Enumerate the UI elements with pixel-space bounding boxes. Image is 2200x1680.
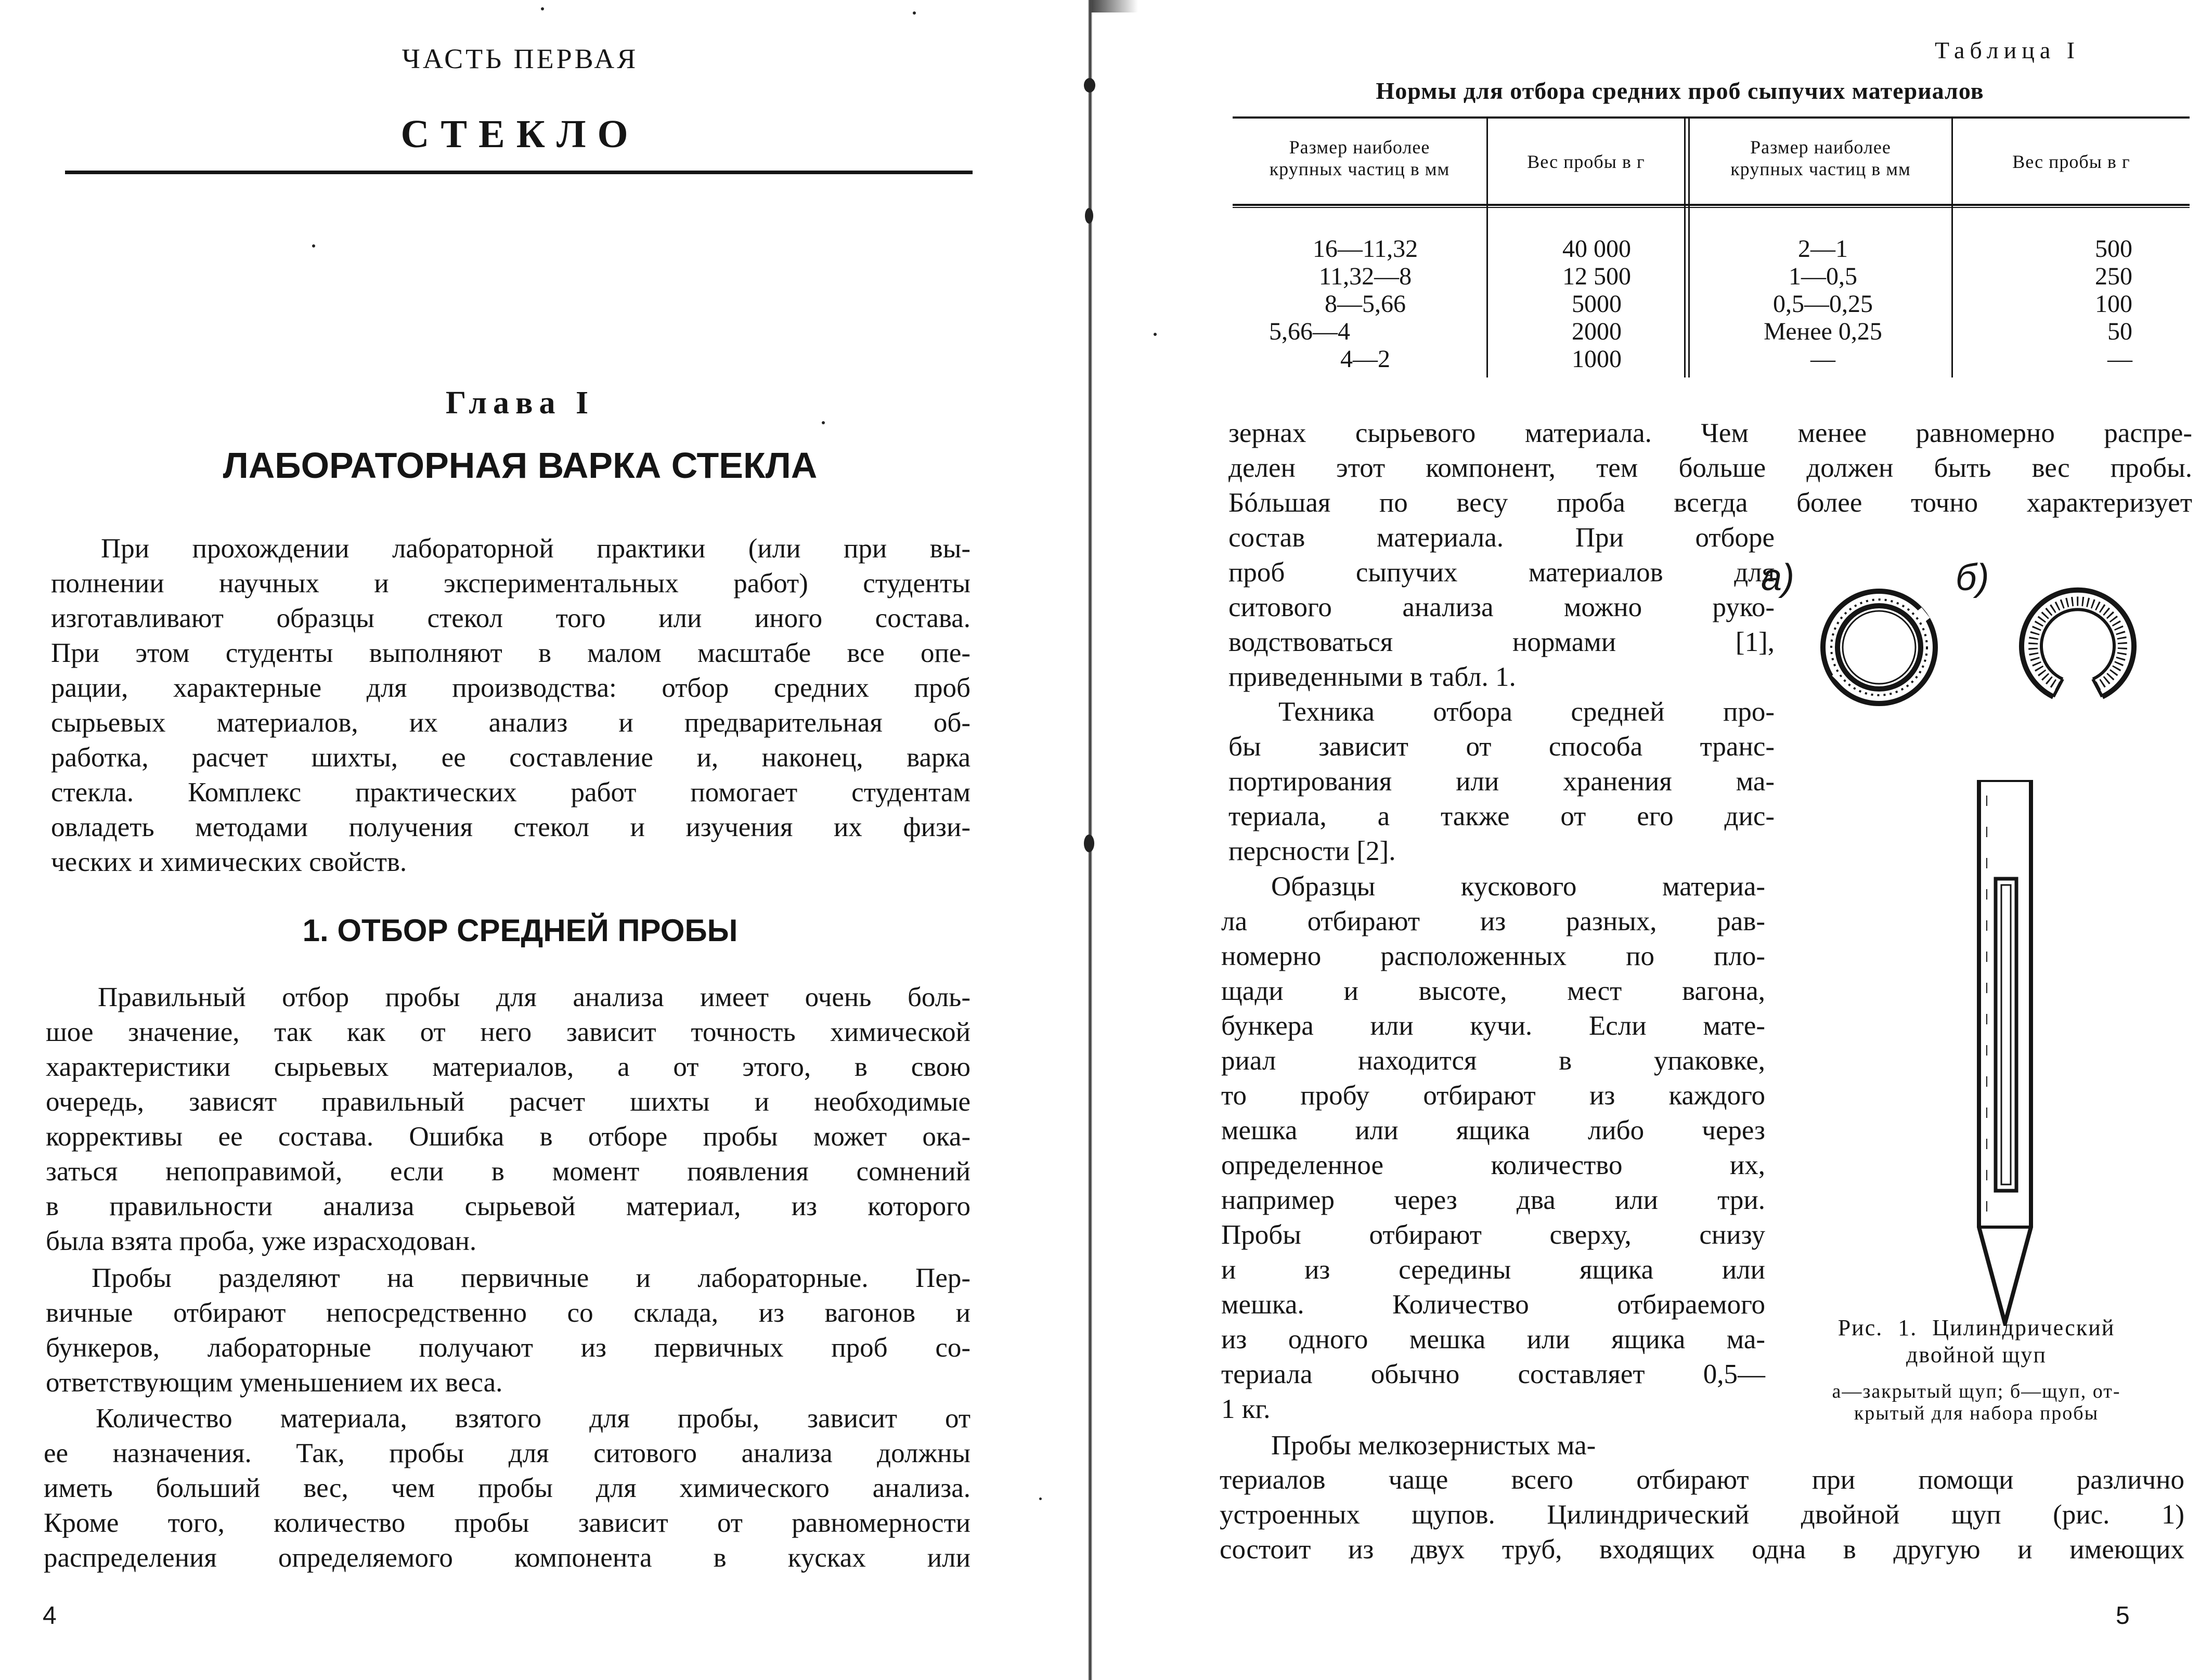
- table-header-weight: [1488, 151, 1684, 173]
- table-header-line: крупных частиц в мм: [1269, 159, 1450, 179]
- text-line: овладеть методами получения стекол и изучения их физи-: [51, 812, 970, 842]
- scan-speck: [541, 7, 544, 10]
- paragraph-1: [46, 980, 970, 1259]
- text-line: бункеров, лабораторные получают из первичных проб со-: [46, 1333, 970, 1363]
- text-line: очередь, зависят правильный расчет шихты и необходимые: [46, 1087, 970, 1117]
- text-line: Техника отбора средней про-: [1278, 697, 1775, 727]
- table-cell: 250: [2095, 263, 2132, 290]
- table-cell: 40 000: [1562, 235, 1631, 263]
- left-page: [0, 0, 1082, 1680]
- table-cell: 5,66—4: [1269, 318, 1350, 345]
- text-line: риал находится в упаковке,: [1221, 1046, 1765, 1076]
- table-cell: 8—5,66: [1325, 290, 1406, 318]
- table-col-divider: [1684, 118, 1686, 377]
- text-line: Кроме того, количество пробы зависит от равномерности: [44, 1508, 970, 1538]
- text-line: ла отбирают из разных, рав-: [1221, 906, 1765, 936]
- column-paragraph-1: [1228, 520, 1775, 695]
- table-cell: 12 500: [1562, 263, 1631, 290]
- text-line: стекла. Комплекс практических работ помогает студентам: [51, 777, 970, 808]
- table-cell: —: [1810, 345, 1835, 373]
- text-line: характеристики сырьевых материалов, а от этого, в свою: [46, 1052, 970, 1082]
- text-line: проб сыпучих материалов для: [1228, 557, 1775, 588]
- figure-legend: [1753, 1381, 2200, 1424]
- text-line: то пробу отбирают из каждого: [1221, 1080, 1765, 1111]
- text-line: Правильный отбор пробы для анализа имеет очень боль-: [98, 982, 970, 1012]
- text-line: 1 кг.: [1221, 1394, 1271, 1424]
- text-line: При этом студенты выполняют в малом масштабе все опе-: [51, 638, 970, 668]
- page-number: 4: [43, 1602, 57, 1630]
- table-cell: —: [2107, 345, 2132, 373]
- figure-label-b: б): [1956, 557, 1989, 598]
- text-line: Образцы кускового материа-: [1271, 871, 1765, 902]
- intro-paragraph: [51, 531, 970, 880]
- table-header-size: [1690, 136, 1951, 180]
- text-line: сырьевых материалов, их анализ и предварительная об-: [51, 708, 970, 738]
- text-line: Пробы мелкозернистых ма-: [1271, 1430, 1596, 1461]
- scan-speck: [312, 244, 315, 248]
- table-header-rule: [1233, 204, 2190, 206]
- closing-paragraph: [1220, 1463, 2184, 1567]
- text-line: определенное количество их,: [1221, 1150, 1765, 1180]
- text-line: например через два или три.: [1221, 1185, 1765, 1215]
- text-line: состав материала. При отборе: [1228, 523, 1775, 553]
- table-cell: 4—2: [1340, 345, 1390, 373]
- text-line: териалов чаще всего отбирают при помощи различно: [1220, 1465, 2184, 1495]
- text-line: териала, а также от его дис-: [1228, 801, 1775, 831]
- text-line: приведенными в табл. 1.: [1228, 662, 1516, 692]
- table-header-rule-2: [1233, 207, 2190, 208]
- scan-mark: [1085, 208, 1093, 224]
- closed-probe-section-illustration: [1815, 582, 1945, 712]
- open-probe-section-illustration: [2013, 582, 2143, 712]
- text-line: бы зависит от способа транс-: [1228, 732, 1775, 762]
- table-column-weight: [1519, 235, 1675, 373]
- page-number: 5: [2116, 1602, 2130, 1630]
- text-line: ческих и химических свойств.: [51, 847, 407, 877]
- text-line: Количество материала, взятого для пробы, зависит от: [96, 1403, 970, 1434]
- column-paragraph-4: [1271, 1428, 1765, 1463]
- text-line: распределения определяемого компонента в кусках или: [44, 1543, 970, 1573]
- text-line: устроенных щупов. Цилиндрический двойной щуп (рис. 1): [1220, 1500, 2184, 1530]
- text-line: из одного мешка или ящика ма-: [1221, 1324, 1765, 1355]
- text-line: состоит из двух труб, входящих одна в другую и имеющих: [1220, 1534, 2184, 1565]
- chapter-title: ЛАБОРАТОРНАЯ ВАРКА СТЕКЛА: [223, 445, 818, 486]
- table-cell: 11,32—8: [1318, 263, 1412, 290]
- table-title: Нормы для отбора средних проб сыпучих материалов: [1376, 77, 1984, 104]
- table-cell: 50: [2107, 318, 2132, 345]
- continued-paragraph: [1228, 416, 2192, 520]
- table-header-line: Вес пробы в г: [2012, 151, 2130, 172]
- table-cell: 1—0,5: [1789, 263, 1857, 290]
- table-cell: 2000: [1572, 318, 1622, 345]
- text-line: ситового анализа можно руко-: [1228, 592, 1775, 622]
- table-header-line: Вес пробы в г: [1527, 151, 1645, 172]
- table-header-line: Размер наиболее: [1750, 137, 1891, 158]
- scan-speck: [913, 11, 916, 15]
- text-line: вичные отбирают непосредственно со склада, из вагонов и: [46, 1298, 970, 1328]
- text-line: Бóльшая по весу проба всегда более точно характеризует: [1228, 488, 2192, 518]
- part-title: ЧАСТЬ ПЕРВАЯ: [402, 43, 639, 74]
- table-cell: 16—11,32: [1312, 235, 1418, 263]
- text-line: коррективы ее состава. Ошибка в отборе пробы может ока-: [46, 1122, 970, 1152]
- figure-legend-line: а—закрытый щуп; б—щуп, от-: [1832, 1381, 2121, 1402]
- table-cell: 0,5—0,25: [1773, 290, 1873, 318]
- figure-1: [1753, 541, 2200, 1435]
- table-cell: 2—1: [1798, 235, 1848, 263]
- figure-caption: [1753, 1314, 2200, 1369]
- text-line: териала обычно составляет 0,5—: [1221, 1359, 1765, 1389]
- text-line: зернах сырьевого материала. Чем менее равномерно распре-: [1228, 418, 2192, 448]
- text-line: бункера или кучи. Если мате-: [1221, 1011, 1765, 1041]
- table-top-rule: [1233, 116, 2190, 119]
- text-line: водствоваться нормами [1],: [1228, 627, 1775, 657]
- text-line: мешка. Количество отбираемого: [1221, 1290, 1765, 1320]
- column-paragraph-2: [1228, 695, 1775, 869]
- text-line: изготавливают образцы стекол того или иного состава.: [51, 603, 970, 633]
- scan-mark: [1084, 78, 1095, 93]
- scan-speck: [1154, 333, 1157, 336]
- table-column-weight: [2002, 235, 2132, 373]
- text-line: щади и высоте, мест вагона,: [1221, 976, 1765, 1006]
- text-line: была взята проба, уже израсходован.: [46, 1226, 477, 1256]
- text-line: ответствующим уменьшением их веса.: [46, 1368, 503, 1398]
- text-line: Пробы отбирают сверху, снизу: [1221, 1220, 1765, 1250]
- text-line: делен этот компонент, тем больше должен быть вес пробы.: [1228, 453, 2192, 483]
- table-cell: 1000: [1572, 345, 1622, 373]
- table-column-size: [1709, 235, 1937, 373]
- right-page: [1087, 0, 2200, 1680]
- text-line: рации, характерные для производства: отбор средних проб: [51, 673, 970, 703]
- table-cell: 5000: [1572, 290, 1622, 318]
- scan-speck: [1039, 1497, 1042, 1500]
- table-header-size: [1233, 136, 1486, 180]
- figure-legend-line: крытый для набора пробы: [1854, 1402, 2099, 1424]
- table-cell: Менее 0,25: [1764, 318, 1882, 345]
- column-paragraph-3: [1221, 869, 1765, 1427]
- figure-caption-line: двойной щуп: [1906, 1342, 2047, 1368]
- text-line: полнении научных и экспериментальных работ) студенты: [51, 568, 970, 598]
- scan-speck: [822, 421, 825, 424]
- text-line: номерно расположенных по пло-: [1221, 941, 1765, 971]
- chapter-label: Глава I: [445, 385, 595, 421]
- table-caption: Таблица I: [1935, 37, 2080, 63]
- text-line: работка, расчет шихты, ее составление и, наконец, варка: [51, 743, 970, 773]
- paragraph-2: [46, 1261, 970, 1400]
- scan-mark: [1084, 835, 1094, 852]
- text-line: заться непоправимой, если в момент появления сомнений: [46, 1156, 970, 1187]
- title-rule: [65, 171, 973, 174]
- figure-caption-line: Рис. 1. Цилиндрический: [1837, 1315, 2115, 1340]
- paragraph-3: [44, 1401, 970, 1575]
- text-line: шое значение, так как от него зависит точность химической: [46, 1017, 970, 1047]
- text-line: мешка или ящика либо через: [1221, 1115, 1765, 1145]
- table-header-weight: [1953, 151, 2190, 173]
- section-title: 1. ОТБОР СРЕДНЕЙ ПРОБЫ: [302, 913, 738, 948]
- table-cell: 500: [2095, 235, 2132, 263]
- book-title: СТЕКЛО: [400, 112, 640, 156]
- table-column-size: [1259, 235, 1472, 373]
- table-header-line: крупных частиц в мм: [1730, 159, 1911, 179]
- figure-label-a: а): [1761, 557, 1795, 598]
- text-line: и из середины ящика или: [1221, 1255, 1765, 1285]
- table-cell: 100: [2095, 290, 2132, 318]
- text-line: При прохождении лабораторной практики (или при вы-: [101, 533, 970, 564]
- text-line: иметь больший вес, чем пробы для химического анализа.: [44, 1473, 970, 1503]
- table-header-line: Размер наиболее: [1289, 137, 1430, 158]
- text-line: Пробы разделяют на первичные и лабораторные. Пер-: [92, 1263, 970, 1293]
- text-line: ее назначения. Так, пробы для ситового анализа должны: [44, 1438, 970, 1468]
- text-line: в правильности анализа сырьевой материал, из которого: [46, 1191, 970, 1221]
- double-probe-illustration: [1971, 780, 2039, 1326]
- text-line: персности [2].: [1228, 836, 1396, 866]
- text-line: портирования или хранения ма-: [1228, 766, 1775, 797]
